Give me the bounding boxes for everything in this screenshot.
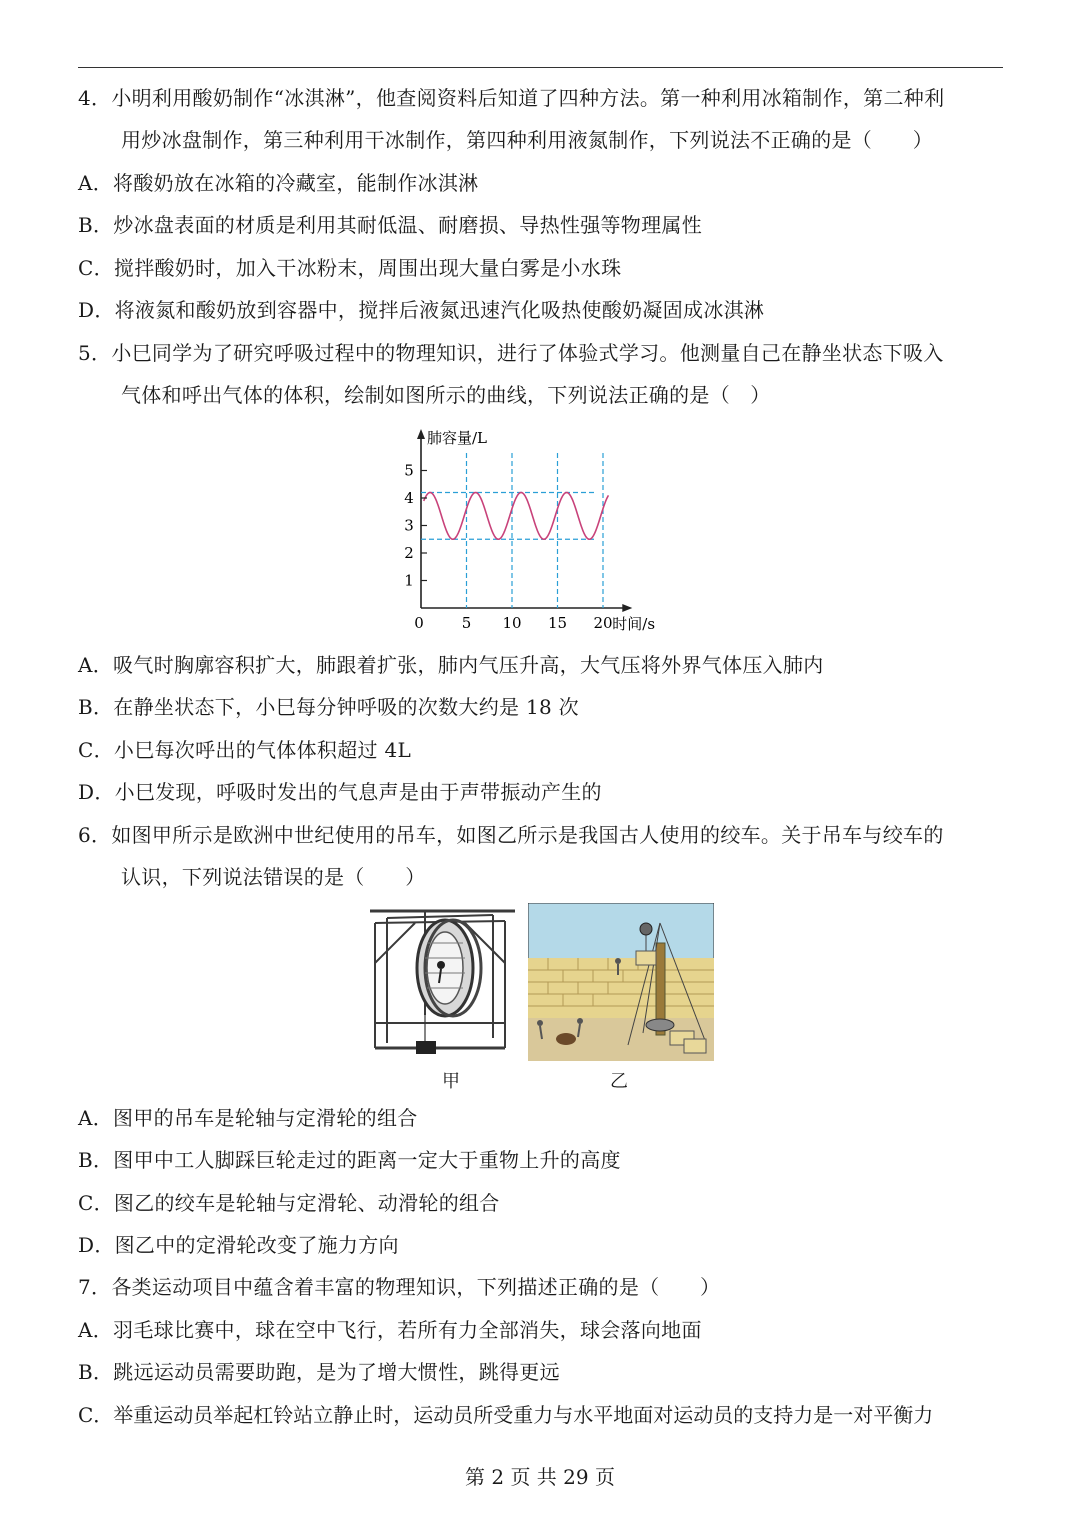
- q6-option-c: C．图乙的绞车是轮轴与定滑轮、动滑轮的组合: [78, 1191, 500, 1215]
- q6-stem-line1: 6．如图甲所示是欧洲中世纪使用的吊车，如图乙所示是我国古人使用的绞车。关于吊车与绞车的: [78, 823, 944, 847]
- q6-option-a: A．图甲的吊车是轮轴与定滑轮的组合: [78, 1106, 418, 1130]
- x-tick-label-0: 0: [414, 614, 424, 632]
- y-tick-label-1: 1: [404, 571, 414, 590]
- lung-capacity-chart: [395, 425, 685, 635]
- figure-label-jia: 甲: [442, 1071, 460, 1092]
- q4-stem-line1: 4．小明利用酸奶制作“冰淇淋”，他查阅资料后知道了四种方法。第一种利用冰箱制作，第二种利: [78, 86, 945, 110]
- top-rule: [78, 67, 1003, 68]
- q5-option-b: B．在静坐状态下，小巳每分钟呼吸的次数大约是 18 次: [78, 695, 579, 719]
- x-axis-arrow: [622, 604, 632, 612]
- q6-option-d: D．图乙中的定滑轮改变了施力方向: [78, 1233, 399, 1257]
- y-tick-label-5: 5: [404, 461, 414, 480]
- q6-option-b: B．图甲中工人脚踩巨轮走过的距离一定大于重物上升的高度: [78, 1148, 621, 1172]
- y-tick-label-2: 2: [404, 544, 414, 562]
- x-tick-label-15: 15: [547, 614, 568, 632]
- q7-option-a: A．羽毛球比赛中，球在空中飞行，若所有力全部消失，球会落向地面: [78, 1318, 702, 1342]
- q5-option-a: A．吸气时胸廓容积扩大，肺跟着扩张，肺内气压升高，大气压将外界气体压入肺内: [78, 653, 824, 677]
- figure-yi-winch: [528, 903, 714, 1061]
- x-axis-label: 时间/s: [612, 615, 656, 633]
- figure-jia-treadwheel-crane: [365, 903, 520, 1063]
- q4-option-c: C．搅拌酸奶时，加入干冰粉末，周围出现大量白雾是小水珠: [78, 256, 622, 280]
- q7-stem-line1: 7．各类运动项目中蕴含着丰富的物理知识，下列描述正确的是（ ）: [78, 1275, 721, 1299]
- figure-label-yi: 乙: [610, 1071, 628, 1092]
- x-tick-label-10: 10: [502, 614, 522, 632]
- x-tick-label-5: 5: [461, 614, 472, 632]
- q4-stem-line2: 用炒冰盘制作，第三种利用干冰制作，第四种利用液氮制作，下列说法不正确的是（ ）: [121, 128, 933, 152]
- lung-capacity-curve: [424, 493, 609, 540]
- y-tick-label-3: 3: [404, 516, 414, 535]
- q4-option-b: B．炒冰盘表面的材质是利用其耐低温、耐磨损、导热性强等物理属性: [78, 213, 702, 237]
- q5-option-c: C．小巳每次呼出的气体体积超过 4L: [78, 738, 412, 762]
- q7-option-b: B．跳远运动员需要助跑，是为了增大惯性，跳得更远: [78, 1360, 560, 1384]
- page-footer: 第 2 页 共 29 页: [465, 1465, 615, 1489]
- q4-option-d: D．将液氮和酸奶放到容器中，搅拌后液氮迅速汽化吸热使酸奶凝固成冰淇淋: [78, 298, 765, 322]
- y-axis-arrow: [417, 429, 425, 439]
- q5-stem-line1: 5．小巳同学为了研究呼吸过程中的物理知识，进行了体验式学习。他测量自己在静坐状态下吸入: [78, 341, 944, 365]
- x-tick-label-20: 20: [593, 614, 613, 632]
- y-axis-label: 肺容量/L: [427, 429, 488, 447]
- y-tick-label-4: 4: [404, 489, 414, 507]
- q4-option-a: A．将酸奶放在冰箱的冷藏室，能制作冰淇淋: [78, 171, 479, 195]
- q6-stem-line2: 认识，下列说法错误的是（ ）: [121, 865, 426, 889]
- q5-option-d: D．小巳发现，呼吸时发出的气息声是由于声带振动产生的: [78, 780, 602, 804]
- q7-option-c: C．举重运动员举起杠铃站立静止时，运动员所受重力与水平地面对运动员的支持力是一对平衡力: [78, 1403, 934, 1427]
- q5-stem-line2: 气体和呼出气体的体积，绘制如图所示的曲线，下列说法正确的是（ ）: [121, 383, 771, 407]
